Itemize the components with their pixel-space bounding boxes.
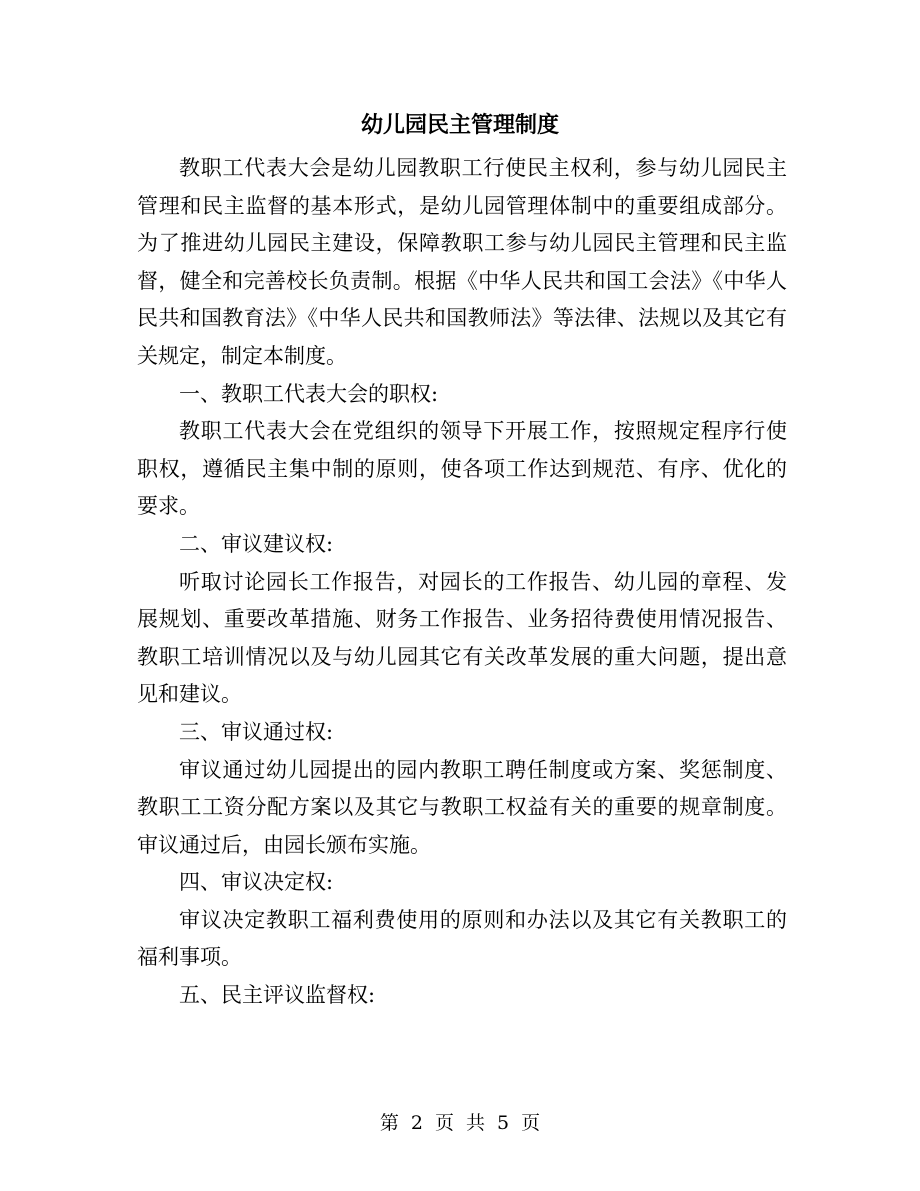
section-heading-2: 二、审议建议权: (179, 531, 334, 556)
document-body (137, 150, 787, 1015)
section-paragraph-3: 审议通过幼儿园提出的园内教职工聘任制度或方案、奖惩制度、教职工工资分配方案以及其它与教职工权益有关的重要的规章制度。审议通过后，由园长颁布实施。 (137, 757, 787, 857)
section-heading-4: 四、审议决定权: (179, 870, 334, 895)
section-heading-3: 三、审议通过权: (179, 719, 334, 744)
page-number-footer: 第 2 页 共 5 页 (379, 1112, 541, 1134)
document-title: 幼儿园民主管理制度 (360, 112, 559, 138)
intro-paragraph: 教职工代表大会是幼儿园教职工行使民主权利，参与幼儿园民主管理和民主监督的基本形式，是幼儿园管理体制中的重要组成部分。为了推进幼儿园民主建设，保障教职工参与幼儿园民主管理和民主监督，健全和完善校长负责制。根据《中华人民共和国工会法》《中华人民共和国教育法》《中华人民共和国教师法》等法律、法规以及其它有关规定，制定本制度。 (137, 156, 787, 368)
section-paragraph-2: 听取讨论园长工作报告，对园长的工作报告、幼儿园的章程、发展规划、重要改革措施、财务工作报告、业务招待费使用情况报告、教职工培训情况以及与幼儿园其它有关改革发展的重大问题，提出意见和建议。 (137, 569, 787, 707)
section-heading-1: 一、教职工代表大会的职权: (179, 381, 439, 406)
section-heading-5: 五、民主评议监督权: (179, 983, 376, 1008)
section-paragraph-4: 审议决定教职工福利费使用的原则和办法以及其它有关教职工的福利事项。 (137, 907, 787, 970)
section-paragraph-1: 教职工代表大会在党组织的领导下开展工作，按照规定程序行使职权，遵循民主集中制的原则，使各项工作达到规范、有序、优化的要求。 (137, 419, 787, 519)
